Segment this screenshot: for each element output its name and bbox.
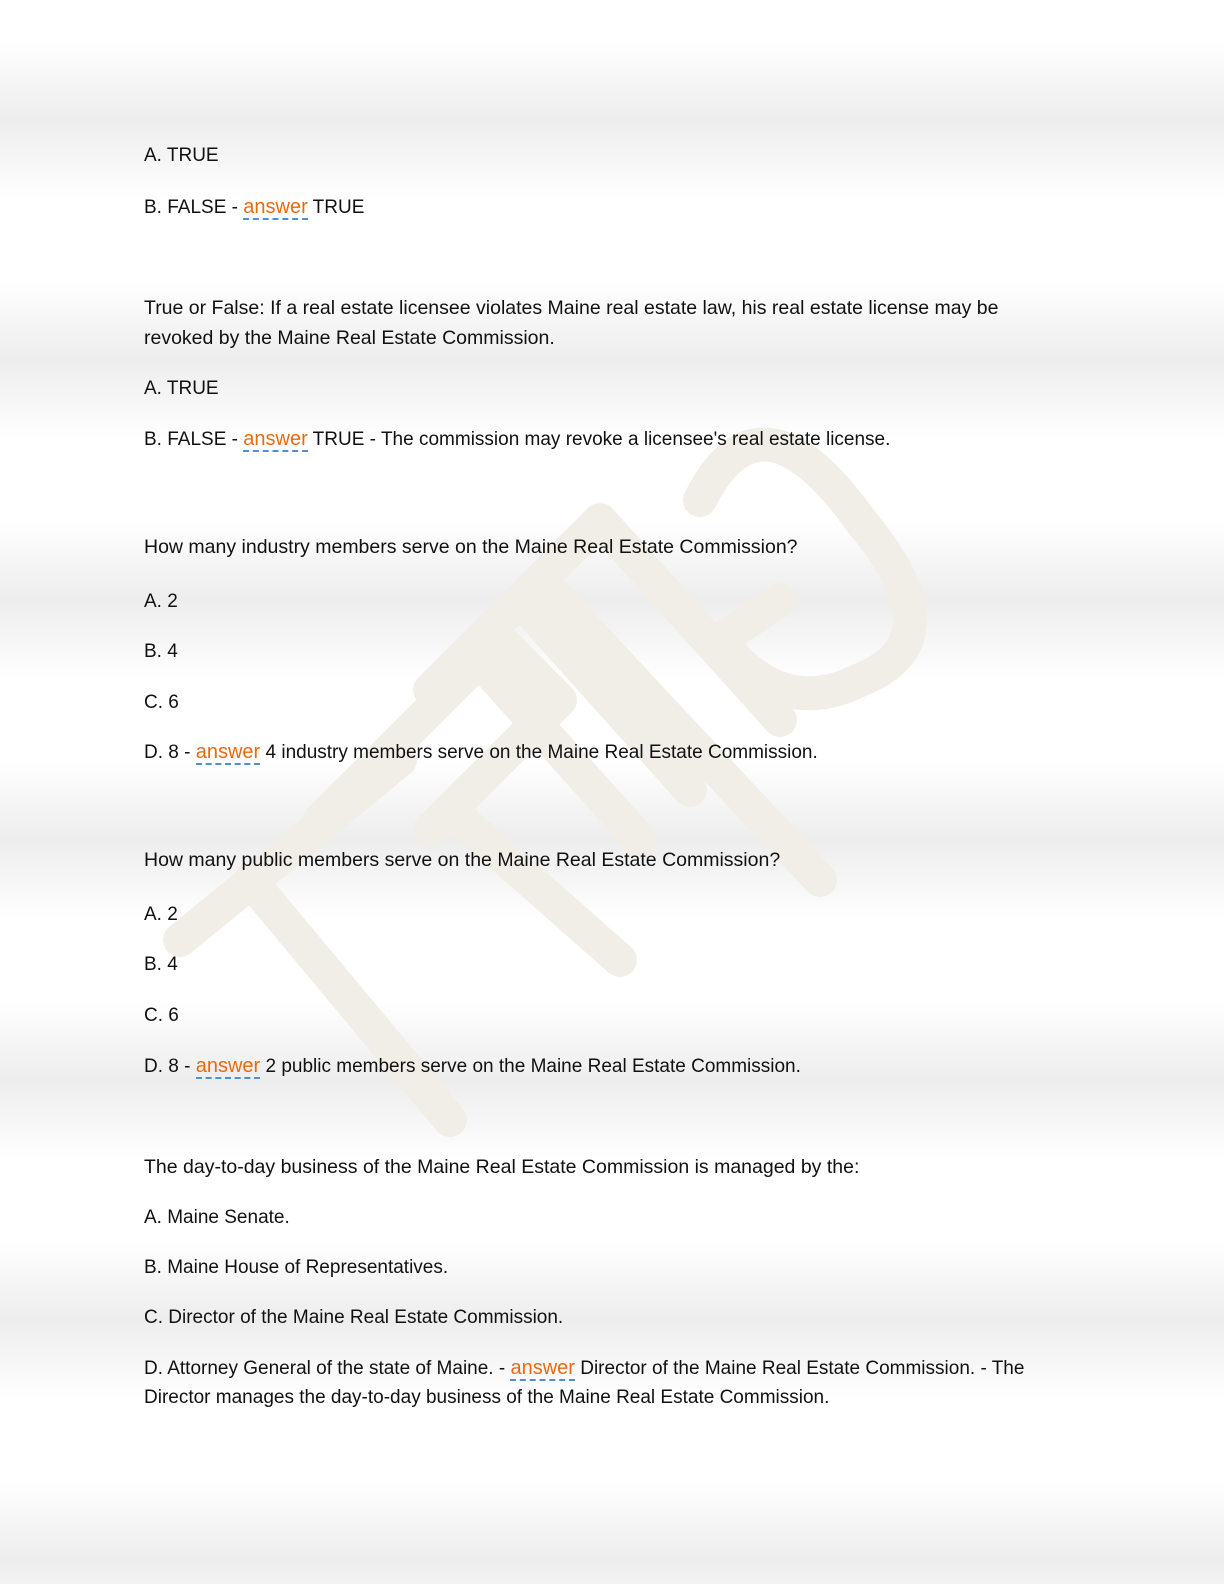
option-line: B. FALSE - answer TRUE - The commission may revoke a licensee's real estate license.	[144, 428, 891, 450]
option-line: A. 2	[144, 904, 178, 925]
option-line: C. 6	[144, 692, 179, 713]
option-line: B. FALSE - answer TRUE	[144, 196, 365, 218]
answer-label: answer	[195, 741, 261, 763]
answer-label: answer	[243, 428, 308, 450]
option-line: D. 8 - answer 2 public members serve on the Maine Real Estate Commission.	[144, 1055, 801, 1077]
option-line: D. Attorney General of the state of Maine. - answer Director of the Maine Real Estate Commission. - The	[144, 1357, 1025, 1379]
option-line: Director manages the day-to-day business of the Maine Real Estate Commission.	[144, 1387, 830, 1408]
option-line: B. Maine House of Representatives.	[144, 1257, 449, 1278]
question-text: How many industry members serve on the Maine Real Estate Commission?	[144, 536, 798, 558]
option-line: A. 2	[144, 591, 178, 612]
option-line: B. 4	[144, 641, 178, 662]
option-line: B. 4	[144, 954, 178, 975]
question-text: True or False: If a real estate licensee violates Maine real estate law, his real estate license may be	[144, 297, 999, 319]
question-text: The day-to-day business of the Maine Real Estate Commission is managed by the:	[144, 1156, 860, 1178]
option-line: A. Maine Senate.	[144, 1207, 290, 1228]
question-text: revoked by the Maine Real Estate Commission.	[144, 327, 555, 349]
option-line: C. Director of the Maine Real Estate Commission.	[144, 1307, 564, 1328]
option-line: A. TRUE	[144, 378, 219, 399]
answer-label: answer	[510, 1357, 575, 1379]
option-line: C. 6	[144, 1005, 179, 1026]
option-line: D. 8 - answer 4 industry members serve on the Maine Real Estate Commission.	[144, 741, 818, 763]
answer-label: answer	[243, 196, 308, 218]
option-line: A. TRUE	[144, 145, 219, 166]
answer-label: answer	[195, 1055, 261, 1077]
question-text: How many public members serve on the Maine Real Estate Commission?	[144, 849, 781, 871]
